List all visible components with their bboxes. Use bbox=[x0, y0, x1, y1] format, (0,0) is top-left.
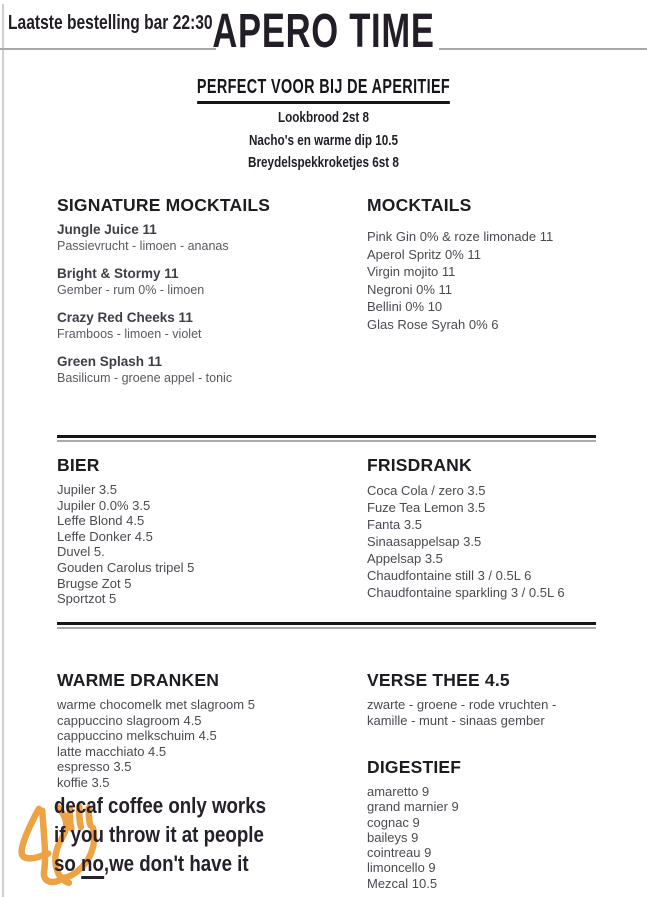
menu-item: Gouden Carolus tripel 5 bbox=[57, 559, 195, 575]
section-mocktails bbox=[367, 195, 607, 334]
menu-item: limoncello 9 bbox=[367, 860, 436, 876]
section-heading: MOCKTAILS bbox=[367, 195, 472, 215]
menu-item: Pink Gin 0% & roze limonade 11 bbox=[367, 229, 554, 244]
quote-line: decaf coffee only works bbox=[54, 793, 267, 818]
menu-item: grand marnier 9 bbox=[367, 799, 459, 815]
section-heading: SIGNATURE MOCKTAILS bbox=[57, 195, 271, 215]
section-signature-mocktails bbox=[57, 195, 357, 398]
menu-item: Jupiler 3.5 bbox=[57, 482, 117, 497]
menu-item-list bbox=[367, 482, 617, 601]
menu-item: Leffe Donker 4.5 bbox=[57, 528, 153, 544]
starter-item: Breydelspekkroketjes 6st 8 bbox=[248, 154, 399, 171]
section-digestief bbox=[367, 757, 607, 891]
section-frisdrank bbox=[367, 455, 617, 601]
item-name: Green Splash 11 bbox=[57, 354, 163, 369]
footer-quote bbox=[54, 791, 303, 878]
menu-group bbox=[57, 266, 357, 299]
menu-item-list bbox=[57, 482, 357, 607]
menu-item: warme chocomelk met slagroom 5 bbox=[57, 697, 255, 712]
quote-line: so no,we don't have it bbox=[54, 849, 266, 878]
quote-line: if you throw it at people bbox=[54, 822, 264, 847]
menu-item: Bellini 0% 10 bbox=[367, 299, 443, 315]
tea-flavour-line: zwarte - groene - rode vruchten - bbox=[367, 697, 557, 712]
menu-item: espresso 3.5 bbox=[57, 759, 132, 775]
menu-item: Sportzot 5 bbox=[57, 591, 117, 607]
menu-item: Negroni 0% 11 bbox=[367, 281, 453, 297]
menu-item: Sinaasappelsap 3.5 bbox=[367, 534, 482, 549]
menu-item: Appelsap 3.5 bbox=[367, 551, 443, 566]
menu-item: cappuccino slagroom 4.5 bbox=[57, 712, 202, 728]
menu-item: cappuccino melkschuim 4.5 bbox=[57, 728, 217, 744]
item-name: Bright & Stormy 11 bbox=[57, 266, 179, 281]
menu-item: Leffe Blond 4.5 bbox=[57, 513, 145, 529]
item-description: Gember - rum 0% - limoen bbox=[57, 283, 205, 297]
tea-flavour-line: kamille - munt - sinaas gember bbox=[367, 712, 545, 728]
item-description: Passievrucht - limoen - ananas bbox=[57, 239, 229, 253]
section-heading: VERSE THEE 4.5 bbox=[367, 670, 510, 690]
item-name: Jungle Juice 11 bbox=[57, 222, 157, 237]
menu-item: baileys 9 bbox=[367, 829, 419, 845]
item-description: Basilicum - groene appel - tonic bbox=[57, 371, 233, 385]
menu-item: Aperol Spritz 0% 11 bbox=[367, 246, 481, 262]
section-divider bbox=[57, 622, 596, 629]
menu-item: Brugse Zot 5 bbox=[57, 575, 132, 591]
section-verse-thee bbox=[367, 670, 607, 728]
menu-item-list bbox=[367, 784, 607, 891]
section-heading: DIGESTIEF bbox=[367, 757, 462, 777]
menu-item: latte macchiato 4.5 bbox=[57, 743, 167, 759]
menu-item: Jupiler 0.0% 3.5 bbox=[57, 497, 151, 513]
underlined-word: no bbox=[81, 851, 104, 879]
menu-item: Chaudfontaine still 3 / 0.5L 6 bbox=[367, 568, 532, 583]
menu-item: koffie 3.5 bbox=[57, 774, 110, 790]
tea-flavours bbox=[367, 697, 607, 728]
starters-list bbox=[71, 107, 576, 175]
page-title: APERO TIME bbox=[212, 5, 435, 58]
menu-item-list bbox=[367, 228, 607, 334]
section-heading: FRISDRANK bbox=[367, 455, 472, 475]
menu-item-list bbox=[57, 697, 357, 791]
menu-item: Chaudfontaine sparkling 3 / 0.5L 6 bbox=[367, 585, 565, 600]
section-divider bbox=[57, 435, 596, 442]
starter-item: Lookbrood 2st 8 bbox=[277, 109, 370, 126]
menu-item: Mezcal 10.5 bbox=[367, 875, 438, 891]
menu-group bbox=[57, 310, 357, 343]
page-left-border bbox=[2, 4, 4, 897]
menu-item: Virgin mojito 11 bbox=[367, 264, 456, 280]
menu-group bbox=[57, 354, 357, 387]
menu-item: Coca Cola / zero 3.5 bbox=[367, 483, 486, 498]
menu-item: cointreau 9 bbox=[367, 845, 432, 861]
section-bier bbox=[57, 455, 357, 607]
starter-item: Nacho's en warme dip 10.5 bbox=[248, 131, 399, 149]
menu-item: amaretto 9 bbox=[367, 784, 430, 799]
menu-item: Fanta 3.5 bbox=[367, 517, 422, 532]
menu-item: Glas Rose Syrah 0% 6 bbox=[367, 316, 499, 332]
menu-item: cognac 9 bbox=[367, 814, 420, 830]
section-heading: BIER bbox=[57, 455, 100, 475]
last-order-note: Laatste bestelling bar 22:30 bbox=[8, 12, 213, 34]
item-name: Crazy Red Cheeks 11 bbox=[57, 310, 193, 325]
subtitle-text: PERFECT VOOR BIJ DE APERITIEF bbox=[197, 76, 450, 104]
section-warme-dranken bbox=[57, 670, 357, 791]
subtitle bbox=[91, 76, 557, 104]
menu-item: Duvel 5. bbox=[57, 544, 105, 560]
menu-group bbox=[57, 222, 357, 255]
section-heading: WARME DRANKEN bbox=[57, 670, 220, 690]
menu-item: Fuze Tea Lemon 3.5 bbox=[367, 500, 486, 515]
item-description: Framboos - limoen - violet bbox=[57, 327, 202, 341]
